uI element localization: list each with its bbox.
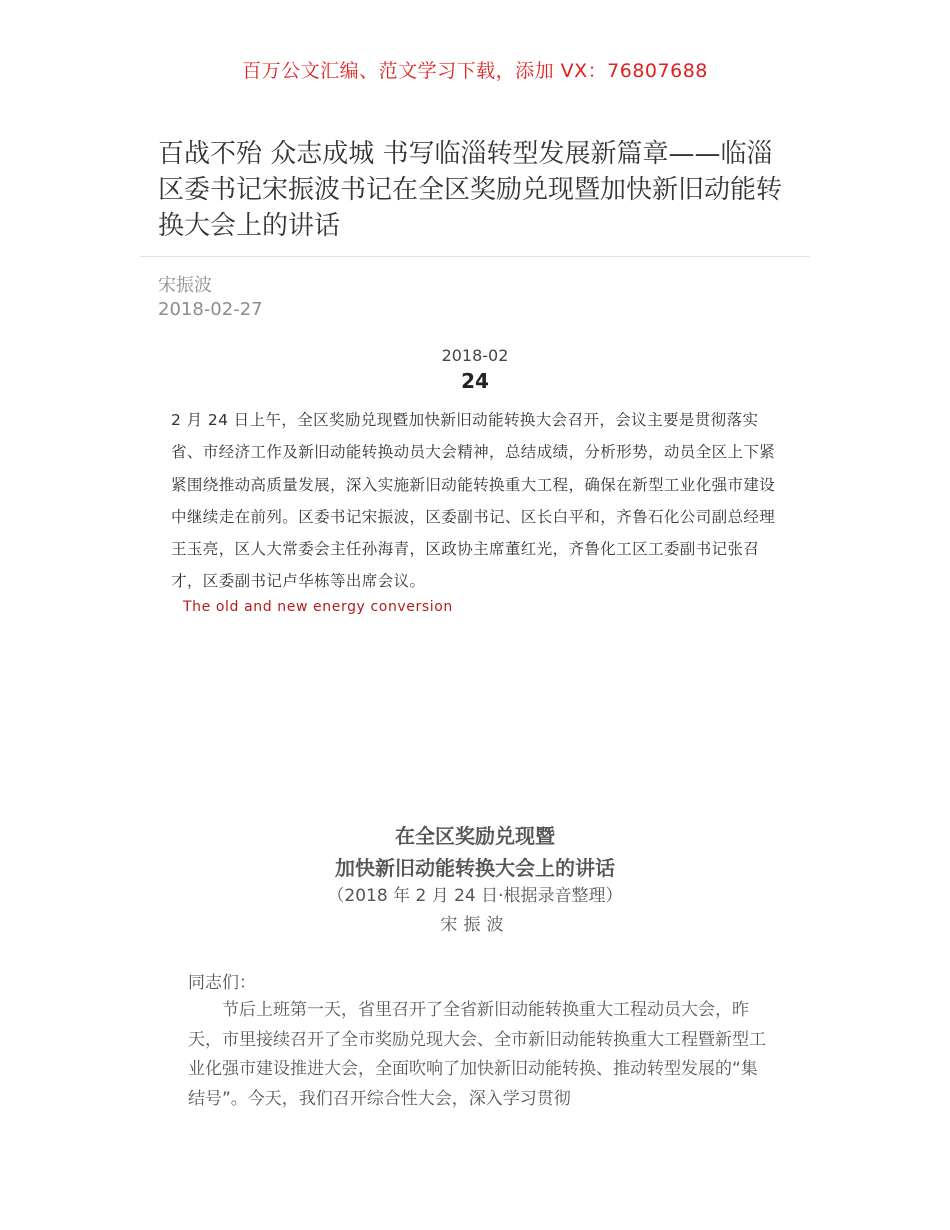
speech-speaker: 宋振波 bbox=[440, 915, 510, 935]
intro-paragraph: 2 月 24 日上午，全区奖励兑现暨加快新旧动能转换大会召开，会议主要是贯彻落实省、市经济工作及新旧动能转换动员大会精神，总结成绩，分析形势，动员全区上下紧紧围绕推动高质量发展，深入实施新旧动能转换重大工程，确保在新型工业化强市建设中继续走在前列。区委书记宋振波，区委副书记、区长白平和，齐鲁石化公司副总经理王玉亮，区人大常委会主任孙海青，区政协主席董红光，齐鲁化工区工委副书记张召才，区委副书记卢华栋等出席会议。 bbox=[171, 411, 776, 591]
author-name: 宋振波 bbox=[158, 275, 212, 296]
article-title: 百战不殆 众志成城 书写临淄转型发展新篇章——临淄区委书记宋振波书记在全区奖励兑现暨加快新旧动能转换大会上的讲话 bbox=[158, 139, 783, 241]
publish-date: 2018-02-27 bbox=[158, 299, 263, 320]
date-year-month: 2018-02 bbox=[441, 346, 509, 365]
image-caption: The old and new energy conversion bbox=[183, 599, 453, 615]
speech-title-line2: 加快新旧动能转换大会上的讲话 bbox=[335, 856, 615, 880]
watermark-banner: 百万公文汇编、范文学习下载，添加 VX：76807688 bbox=[242, 60, 708, 82]
date-badge bbox=[0, 345, 950, 395]
speech-title-line1: 在全区奖励兑现暨 bbox=[395, 824, 555, 848]
title-divider bbox=[140, 256, 810, 257]
date-day: 24 bbox=[461, 369, 489, 393]
speech-greeting: 同志们： bbox=[188, 973, 256, 993]
article-meta bbox=[158, 274, 263, 322]
speech-paragraph: 节后上班第一天，省里召开了全省新旧动能转换重大工程动员大会，昨天，市里接续召开了全市奖励兑现大会、全市新旧动能转换重大工程暨新型工业化强市建设推进大会，全面吹响了加快新旧动能转换、推动转型发展的“集结号”。今天，我们召开综合性大会，深入学习贯彻 bbox=[188, 1000, 766, 1109]
speech-title bbox=[0, 820, 950, 884]
speech-subtitle: （2018 年 2 月 24 日·根据录音整理） bbox=[327, 886, 623, 906]
